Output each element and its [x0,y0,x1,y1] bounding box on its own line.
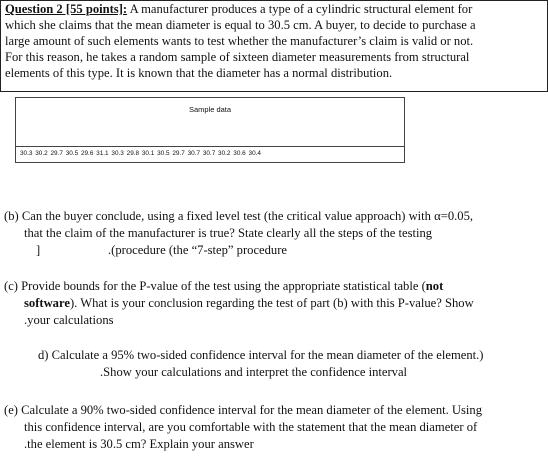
sample-value: 30.5 [65,150,79,157]
part-c-line-2 [24,296,474,311]
sample-value: 30.3 [20,150,33,157]
part-b-line-3: .(procedure (the “7-step” procedure [108,243,288,257]
part-b-line-1: (b) Can the buyer conclude, using a fixed level test (the critical value approach) with α=0.05, [4,209,474,223]
part-e-line-2: this confidence interval, are you comfortable with the statement that the mean diameter of [24,420,478,434]
question-header: Question 2 [55 points]: [5,2,128,16]
sample-value: 30.2 [218,150,231,157]
sample-value: 30.2 [35,150,48,157]
part-c-software: software [24,296,70,310]
part-d-line-1: d) Calculate a 95% two-sided confidence interval for the mean diameter of the element.) [38,348,484,362]
part-c-line-3: .your calculations [24,313,114,327]
sample-value: 30.5 [157,150,170,157]
sample-value: 30.7 [202,150,216,157]
part-b-line-2: that the claim of the manufacturer is true? State clearly all the steps of the testing [24,226,433,240]
sample-value: 30.7 [187,150,201,157]
part-c-line-1-text: (c) Provide bounds for the P-value of the test using the appropriate statistical table ( [4,279,426,293]
sample-value: 30.1 [141,150,155,157]
sample-values-row [20,150,261,157]
part-d-line-2: .Show your calculations and interpret the confidence interval [100,365,408,379]
sample-value: 29.7 [172,150,185,157]
intro-line-4: For this reason, he takes a random sample of sixteen diameter measurements from structural [5,50,470,64]
sample-value: 31.1 [96,150,109,157]
intro-line-1 [5,2,472,17]
sample-value: 29.8 [126,150,140,157]
intro-line-5: elements of this type. It is known that the diameter has a normal distribution. [5,66,393,80]
sample-data-table [15,97,405,163]
part-c-line-1 [4,279,443,294]
sample-value: 30.6 [233,150,246,157]
sample-value: 30.4 [248,150,261,157]
sample-value: 29.7 [50,150,63,157]
sample-data-title: Sample data [188,105,232,114]
sample-value: 30.3 [111,150,124,157]
intro-line-3: large amount of such elements wants to test whether the manufacturer’s claim is valid or not. [5,34,474,48]
intro-line-1-text: A manufacturer produces a type of a cylindric structural element for [129,2,473,16]
intro-line-2: which she claims that the mean diameter is equal to 30.5 cm. A buyer, to decide to purchase a [5,18,476,32]
table-divider [16,146,404,147]
part-b-bracket: ] [36,243,41,257]
sample-value: 29.6 [80,150,94,157]
part-e-line-1: (e) Calculate a 90% two-sided confidence interval for the mean diameter of the element. Using [4,403,483,417]
question-intro-box [0,0,548,92]
part-e-line-3: .the element is 30.5 cm? Explain your answer [24,437,254,451]
part-c-not: not [425,279,444,293]
part-c-line-2-text: ). What is your conclusion regarding the test of part (b) with this P-value? Show [69,296,474,310]
